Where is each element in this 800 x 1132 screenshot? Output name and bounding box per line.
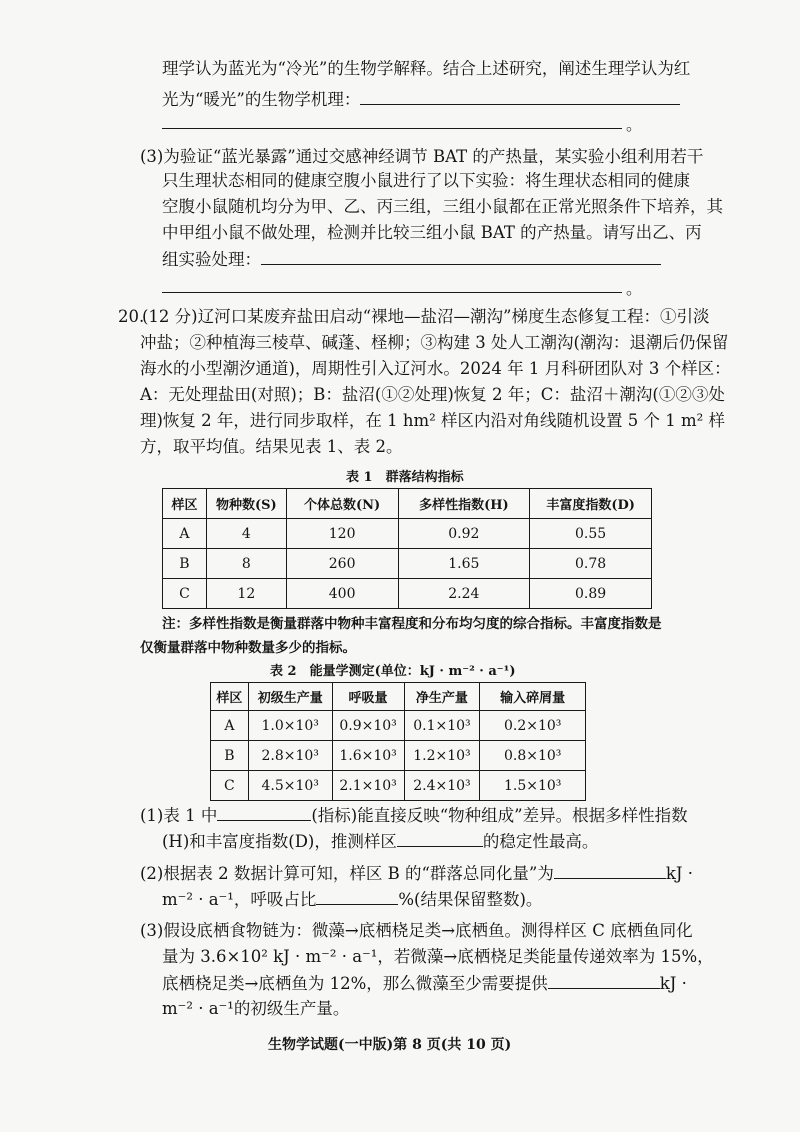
table2-cell: A	[211, 711, 249, 741]
table-note-line: 仅衡量群落中物种数量多少的指标。	[140, 640, 356, 656]
answer-line[interactable]	[162, 128, 622, 129]
table1-cell: 260	[286, 549, 398, 579]
q20-text-line: 冲盐；②种植海三棱草、碱蓬、柽柳；③构建 3 处人工潮沟(潮沟：退潮后仍保留	[140, 333, 729, 352]
table2-cell: 1.0×10³	[248, 711, 332, 741]
q19-text-line: 光为“暖光”的生物学机理：	[162, 86, 680, 113]
table2-header: 呼吸量	[332, 683, 404, 711]
table2-header: 样区	[211, 683, 249, 711]
answer-blank[interactable]	[360, 86, 680, 105]
sub1-line: (1)表 1 中 (指标)能直接反映“物种组成”差异。根据多样性指数	[140, 802, 688, 829]
q20-text-line: (12 分)辽河口某废弃盐田启动“裸地—盐沼—潮沟”梯度生态修复工程：①引淡	[142, 307, 710, 326]
table2-cell: 2.1×10³	[332, 771, 404, 801]
table2-header: 初级生产量	[248, 683, 332, 711]
sub3-line: 底栖桡足类→底栖鱼为 12%，那么微藻至少需要提供 kJ ·	[162, 970, 687, 997]
table2-cell: B	[211, 741, 249, 771]
q19-3-text-line: 中甲组小鼠不做处理，检测并比较三组小鼠 BAT 的产热量。请写出乙、丙	[162, 223, 702, 242]
q20-text-line: 海水的小型潮汐通道)，周期性引入辽河水。2024 年 1 月科研团队对 3 个样区：	[140, 359, 731, 378]
table1-cell: 0.55	[530, 519, 652, 549]
q20-number: 20.	[118, 307, 145, 326]
table1-header: 样区	[163, 489, 207, 519]
table1	[162, 488, 652, 609]
table1-cell: A	[163, 519, 207, 549]
table2-cell: 4.5×10³	[248, 771, 332, 801]
answer-line[interactable]	[162, 292, 622, 293]
table1-cell: 2.24	[398, 579, 530, 609]
table1-caption: 表 1 群落结构指标	[346, 470, 464, 485]
q19-3-text-line: 组实验处理：	[162, 246, 661, 273]
sub3-line: (3)假设底栖食物链为：微藻→底栖桡足类→底栖鱼。测得样区 C 底栖鱼同化	[140, 921, 693, 940]
answer-blank[interactable]	[261, 246, 661, 265]
table1-header: 丰富度指数(D)	[530, 489, 652, 519]
q20-text-line: 理)恢复 2 年，进行同步取样，在 1 hm² 样区内沿对角线随机设置 5 个 1 m² 样	[140, 411, 726, 430]
q19-3-text-line: 只生理状态相同的健康空腹小鼠进行了以下实验：将生理状态相同的健康	[162, 171, 690, 190]
table2-row	[211, 741, 586, 771]
sub3-line: 量为 3.6×10² kJ · m⁻² · a⁻¹，若微藻→底栖桡足类能量传递效率为 15%，	[162, 947, 714, 966]
table1-cell: 400	[286, 579, 398, 609]
table1-cell: 8	[206, 549, 286, 579]
table2-cell: 2.8×10³	[248, 741, 332, 771]
answer-blank[interactable]	[554, 860, 666, 879]
end-mark: 。	[626, 279, 643, 298]
table1-cell: B	[163, 549, 207, 579]
table2-cell: 1.5×10³	[480, 771, 586, 801]
sub2-line: (2)根据表 2 数据计算可知，样区 B 的“群落总同化量”为 kJ ·	[140, 860, 693, 887]
table1-header: 物种数(S)	[206, 489, 286, 519]
q19-3-text-line: 空腹小鼠随机均分为甲、乙、丙三组，三组小鼠都在正常光照条件下培养，其	[162, 197, 723, 216]
sub1-line: (H)和丰富度指数(D)，推测样区 的稳定性最高。	[162, 828, 598, 855]
page-footer: 生物学试题(一中版)第 8 页(共 10 页)	[268, 1037, 512, 1053]
q19-text-line: 理学认为蓝光为“冷光”的生物学解释。结合上述研究，阐述生理学认为红	[162, 59, 691, 78]
answer-blank[interactable]	[316, 886, 398, 905]
table2	[210, 682, 586, 801]
q20-text-line: 方，取平均值。结果见表 1、表 2。	[140, 437, 403, 456]
table2-cell: 0.9×10³	[332, 711, 404, 741]
table1-cell: 0.78	[530, 549, 652, 579]
table1-cell: 0.92	[398, 519, 530, 549]
table1-header: 个体总数(N)	[286, 489, 398, 519]
table2-header: 净生产量	[404, 683, 480, 711]
table1-row	[163, 519, 652, 549]
table2-row	[211, 711, 586, 741]
table2-cell: C	[211, 771, 249, 801]
sub2-line: m⁻² · a⁻¹，呼吸占比 %(结果保留整数)。	[162, 886, 542, 913]
table1-cell: C	[163, 579, 207, 609]
table2-cell: 0.8×10³	[480, 741, 586, 771]
answer-blank[interactable]	[548, 970, 660, 989]
table-note-line: 注：多样性指数是衡量群落中物种丰富程度和分布均匀度的综合指标。丰富度指数是	[162, 616, 662, 632]
answer-blank[interactable]	[217, 802, 311, 821]
table1-cell: 4	[206, 519, 286, 549]
table2-cell: 1.6×10³	[332, 741, 404, 771]
table2-caption: 表 2 能量学测定(单位：kJ · m⁻² · a⁻¹)	[270, 664, 516, 679]
table1-cell: 120	[286, 519, 398, 549]
answer-blank[interactable]	[397, 828, 483, 847]
sub3-line: m⁻² · a⁻¹的初级生产量。	[162, 999, 350, 1018]
table1-cell: 12	[206, 579, 286, 609]
table1-cell: 0.89	[530, 579, 652, 609]
table1-cell: 1.65	[398, 549, 530, 579]
q20-text-line: A：无处理盐田(对照)；B：盐沼(①②处理)恢复 2 年；C：盐沼＋潮沟(①②③处	[140, 385, 725, 404]
table2-cell: 0.2×10³	[480, 711, 586, 741]
table2-header: 输入碎屑量	[480, 683, 586, 711]
end-mark: 。	[626, 115, 643, 134]
table2-cell: 2.4×10³	[404, 771, 480, 801]
q19-3-text-line: (3)为验证“蓝光暴露”通过交感神经调节 BAT 的产热量，某实验小组利用若干	[140, 147, 704, 166]
table1-row	[163, 549, 652, 579]
table2-cell: 1.2×10³	[404, 741, 480, 771]
table2-row	[211, 771, 586, 801]
table1-header: 多样性指数(H)	[398, 489, 530, 519]
table2-cell: 0.1×10³	[404, 711, 480, 741]
table1-row	[163, 579, 652, 609]
